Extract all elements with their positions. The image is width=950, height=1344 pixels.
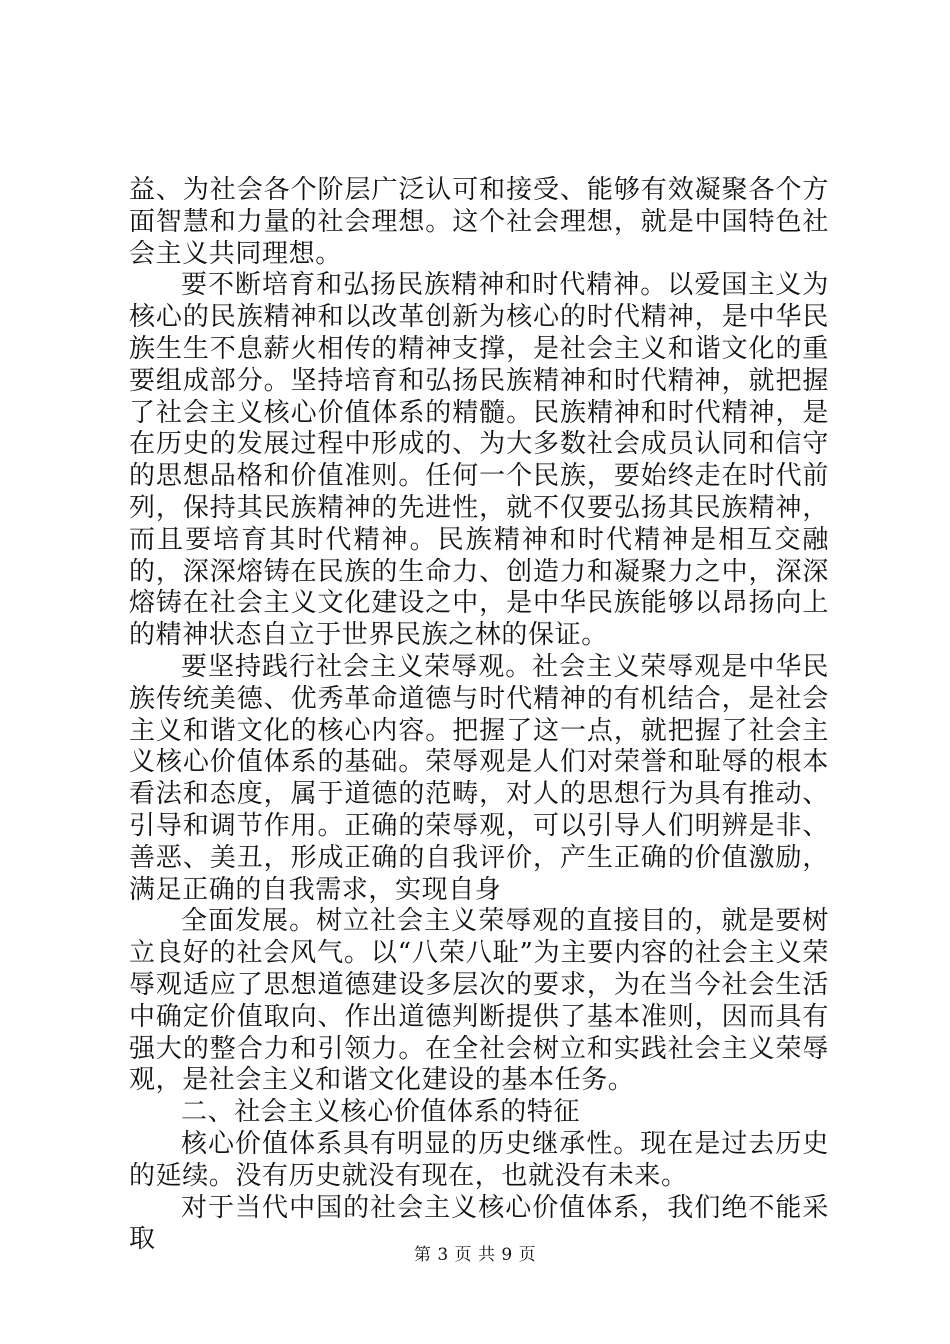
paragraph-contemporary-china: 对于当代中国的社会主义核心价值体系，我们绝不能采取 (129, 1192, 829, 1255)
document-body (129, 175, 829, 1256)
paragraph-honor-disgrace: 要坚持践行社会主义荣辱观。社会主义荣辱观是中华民族传统美德、优秀革命道德与时代精神的有机结合，是社会主义和谐文化的核心内容。把握了这一点，就把握了社会主义核心价值体系的基础。荣辱观是人们对荣誉和耻辱的根本看法和态度，属于道德的范畴，对人的思想行为具有推动、引导和调节作用。正确的荣辱观，可以引导人们明辨是非、善恶、美丑，形成正确的自我评价，产生正确的价值激励，满足正确的自我需求，实现自身 (129, 651, 829, 905)
section-heading: 二、社会主义核心价值体系的特征 (181, 1097, 581, 1128)
paragraph-historical-continuity: 核心价值体系具有明显的历史继承性。现在是过去历史的延续。没有历史就没有现在，也就没有未来。 (129, 1128, 829, 1191)
paragraph-all-round-development: 全面发展。树立社会主义荣辱观的直接目的，就是要树立良好的社会风气。以“八荣八耻”为主要内容的社会主义荣辱观适应了思想道德建设多层次的要求，为在当今社会生活中确定价值取向、作出道德判断提供了基本准则，因而具有强大的整合力和引领力。在全社会树立和实践社会主义荣辱观，是社会主义和谐文化建设的基本任务。 (129, 906, 829, 1096)
page-number-footer: 第 3 页 共 9 页 (413, 1245, 537, 1265)
paragraph-national-spirit: 要不断培育和弘扬民族精神和时代精神。以爱国主义为核心的民族精神和以改革创新为核心的时代精神，是中华民族生生不息薪火相传的精神支撑，是社会主义和谐文化的重要组成部分。坚持培育和弘扬民族精神和时代精神，就把握了社会主义核心价值体系的精髓。民族精神和时代精神，是在历史的发展过程中形成的、为大多数社会成员认同和信守的思想品格和价值准则。任何一个民族，要始终走在时代前列，保持其民族精神的先进性，就不仅要弘扬其民族精神，而且要培育其时代精神。民族精神和时代精神是相互交融的，深深熔铸在民族的生命力、创造力和凝聚力之中，深深熔铸在社会主义文化建设之中，是中华民族能够以昂扬向上的精神状态自立于世界民族之林的保证。 (129, 270, 829, 651)
paragraph-continuation: 益、为社会各个阶层广泛认可和接受、能够有效凝聚各个方面智慧和力量的社会理想。这个社会理想，就是中国特色社会主义共同理想。 (129, 175, 829, 269)
